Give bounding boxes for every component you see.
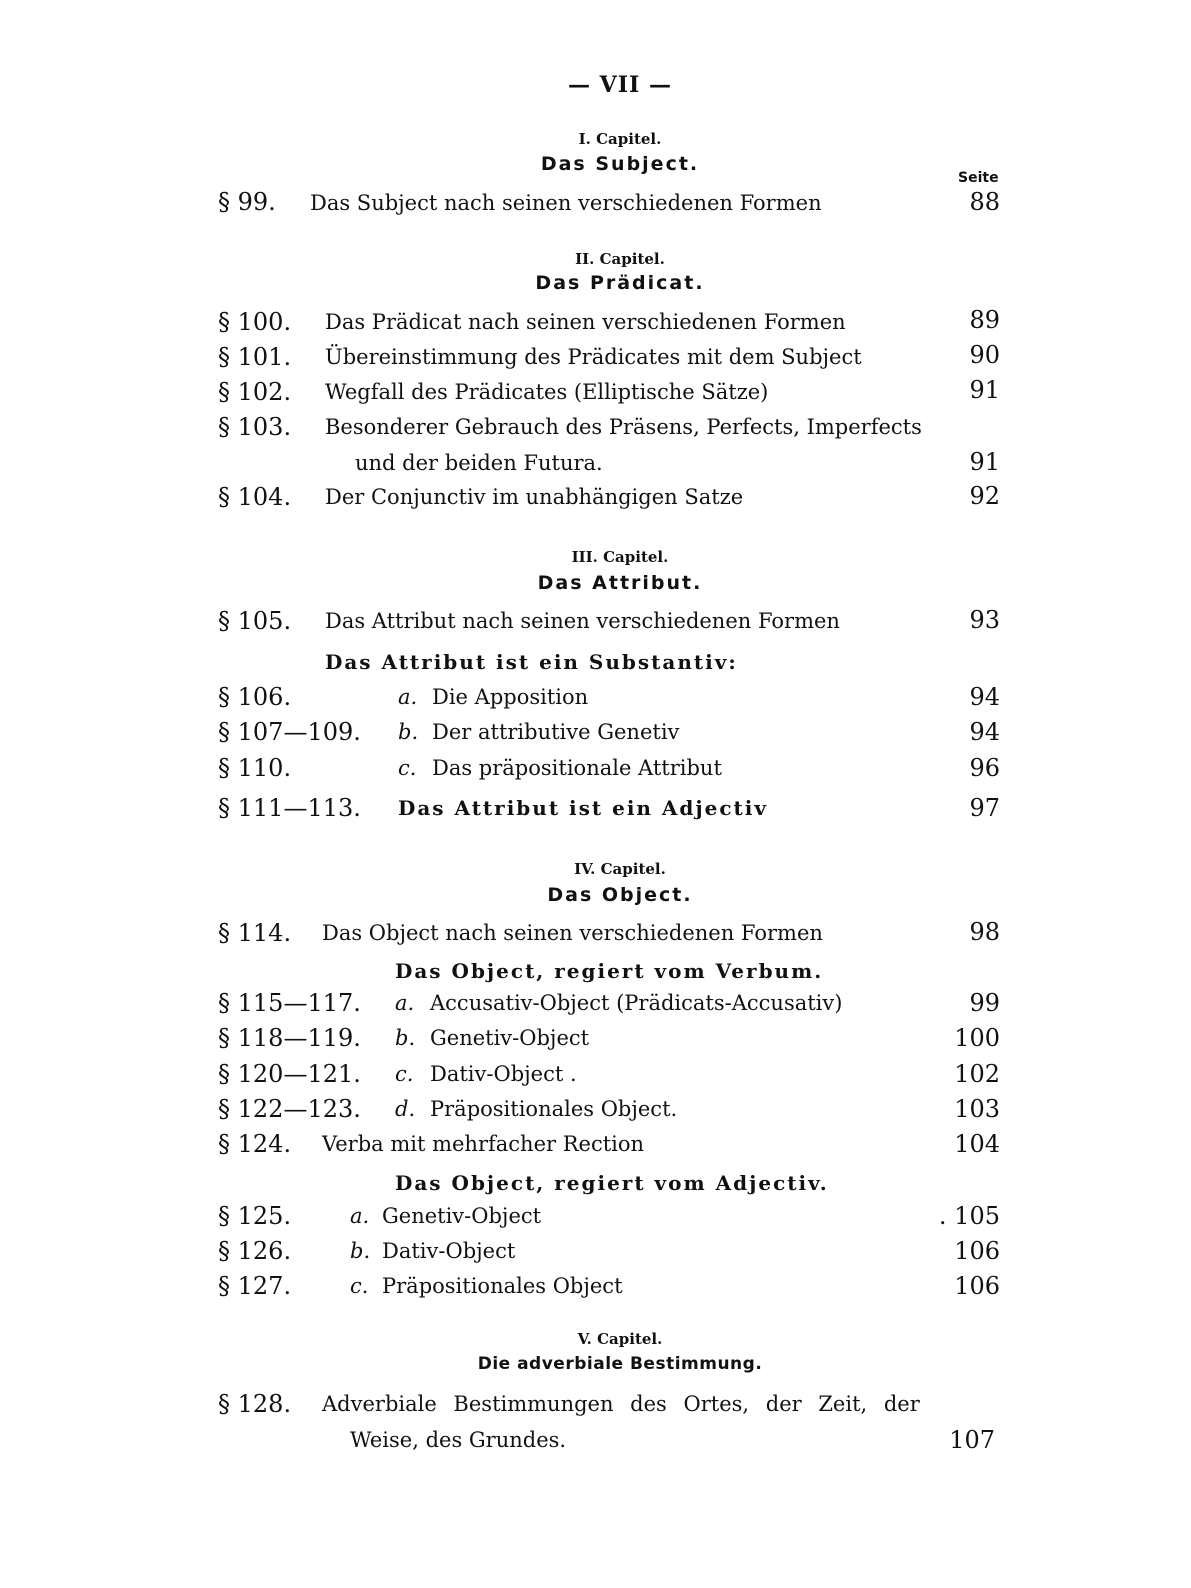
entry-text: Besonderer Gebrauch des Präsens, Perfects, Imperfects xyxy=(325,415,922,439)
entry-letter: b. xyxy=(395,1026,416,1050)
page-ref: 91 xyxy=(969,448,1000,476)
seite-label: Seite xyxy=(958,170,999,186)
entry-text: Das Attribut nach seinen verschiedenen Formen xyxy=(325,609,840,633)
page-ref: 106 xyxy=(954,1237,1000,1265)
chapter-number: IV. Capitel. xyxy=(574,860,666,878)
section-number: § 107—109. xyxy=(218,718,361,746)
section-number: § 122—123. xyxy=(218,1095,361,1123)
entry-letter: b. xyxy=(398,720,419,744)
subsection-heading: Das Object, regiert vom Verbum. xyxy=(395,959,824,983)
entry-text: Das Attribut ist ein Adjectiv xyxy=(398,796,769,820)
section-number: § 111—113. xyxy=(218,794,361,822)
entry-text: Genetiv-Object xyxy=(430,1026,590,1050)
chapter-title: Das Subject. xyxy=(540,153,700,175)
entry-text: Genetiv-Object xyxy=(382,1204,542,1228)
entry-text: Das Subject nach seinen verschiedenen Formen xyxy=(310,191,822,215)
page-ref: 91 xyxy=(969,376,1000,404)
page-ref: 96 xyxy=(969,754,1000,782)
entry-letter: b. xyxy=(350,1239,371,1263)
entry-text: Übereinstimmung des Prädicates mit dem Subject xyxy=(325,345,862,369)
entry-text: Dativ-Object . xyxy=(430,1062,577,1086)
section-number: § 105. xyxy=(218,607,292,635)
page-ref: 94 xyxy=(969,683,1000,711)
page-ref: 99 xyxy=(969,989,1000,1017)
page-ref: 106 xyxy=(954,1272,1000,1300)
chapter-number: III. Capitel. xyxy=(571,548,669,566)
chapter-number: V. Capitel. xyxy=(577,1330,663,1348)
entry-text: Die Apposition xyxy=(432,685,589,709)
entry-text: Das Prädicat nach seinen verschiedenen Formen xyxy=(325,310,846,334)
page-ref: 104 xyxy=(954,1130,1000,1158)
page-ref: 107 xyxy=(949,1426,995,1454)
page-ref: 92 xyxy=(969,482,1000,510)
page-ref: 97 xyxy=(969,794,1000,822)
section-number: § 101. xyxy=(218,343,292,371)
entry-text: Accusativ-Object (Prädicats-Accusativ) xyxy=(430,991,843,1015)
entry-text: Verba mit mehrfacher Rection xyxy=(322,1132,645,1156)
entry-text: Das Object nach seinen verschiedenen Formen xyxy=(322,921,823,945)
section-number: § 104. xyxy=(218,483,292,511)
section-number: § 118—119. xyxy=(218,1024,361,1052)
entry-text: Der attributive Genetiv xyxy=(432,720,680,744)
entry-text: Präpositionales Object. xyxy=(430,1097,678,1121)
page-number: — VII — xyxy=(568,72,672,98)
section-number: § 103. xyxy=(218,413,292,441)
entry-text: Das präpositionale Attribut xyxy=(432,756,722,780)
page-ref: 90 xyxy=(969,341,1000,369)
entry-letter: c. xyxy=(395,1062,414,1086)
section-number: § 115—117. xyxy=(218,989,361,1017)
section-number: § 125. xyxy=(218,1202,292,1230)
section-number: § 106. xyxy=(218,683,292,711)
page-ref: 88 xyxy=(969,188,1000,216)
section-number: § 126. xyxy=(218,1237,292,1265)
section-number: § 99. xyxy=(218,188,276,216)
subsection-heading: Das Object, regiert vom Adjectiv. xyxy=(395,1171,829,1195)
entry-letter: a. xyxy=(395,991,415,1015)
entry-text: Dativ-Object xyxy=(382,1239,516,1263)
subsection-heading: Das Attribut ist ein Substantiv: xyxy=(325,650,738,674)
page-ref: 93 xyxy=(969,606,1000,634)
chapter-title: Das Prädicat. xyxy=(535,272,705,294)
entry-letter: c. xyxy=(350,1274,369,1298)
section-number: § 124. xyxy=(218,1130,292,1158)
chapter-title: Das Attribut. xyxy=(537,572,703,594)
entry-text-continued: Weise, des Grundes. xyxy=(350,1428,567,1452)
page-ref: . 105 xyxy=(938,1202,1000,1230)
entry-letter: c. xyxy=(398,756,417,780)
section-number: § 102. xyxy=(218,378,292,406)
section-number: § 100. xyxy=(218,308,292,336)
entry-text: Adverbiale Bestimmungen des Ortes, der Zeit, der xyxy=(322,1392,920,1416)
chapter-number: II. Capitel. xyxy=(575,250,665,268)
entry-text-continued: und der beiden Futura. xyxy=(355,451,603,475)
entry-letter: a. xyxy=(398,685,418,709)
page-ref: 102 xyxy=(954,1060,1000,1088)
page-ref: 89 xyxy=(969,306,1000,334)
page-ref: 103 xyxy=(954,1095,1000,1123)
page-ref: 100 xyxy=(954,1024,1000,1052)
section-number: § 127. xyxy=(218,1272,292,1300)
chapter-number: I. Capitel. xyxy=(578,130,662,148)
section-number: § 120—121. xyxy=(218,1060,361,1088)
entry-letter: d. xyxy=(395,1097,416,1121)
chapter-title: Das Object. xyxy=(547,884,693,906)
page-ref: 94 xyxy=(969,718,1000,746)
chapter-title: Die adverbiale Bestimmung. xyxy=(477,1354,763,1374)
entry-letter: a. xyxy=(350,1204,370,1228)
section-number: § 128. xyxy=(218,1390,292,1418)
entry-text: Der Conjunctiv im unabhängigen Satze xyxy=(325,485,744,509)
page-ref: 98 xyxy=(969,918,1000,946)
entry-text: Wegfall des Prädicates (Elliptische Sätze) xyxy=(325,380,769,404)
entry-text: Präpositionales Object xyxy=(382,1274,623,1298)
section-number: § 114. xyxy=(218,919,292,947)
section-number: § 110. xyxy=(218,754,292,782)
